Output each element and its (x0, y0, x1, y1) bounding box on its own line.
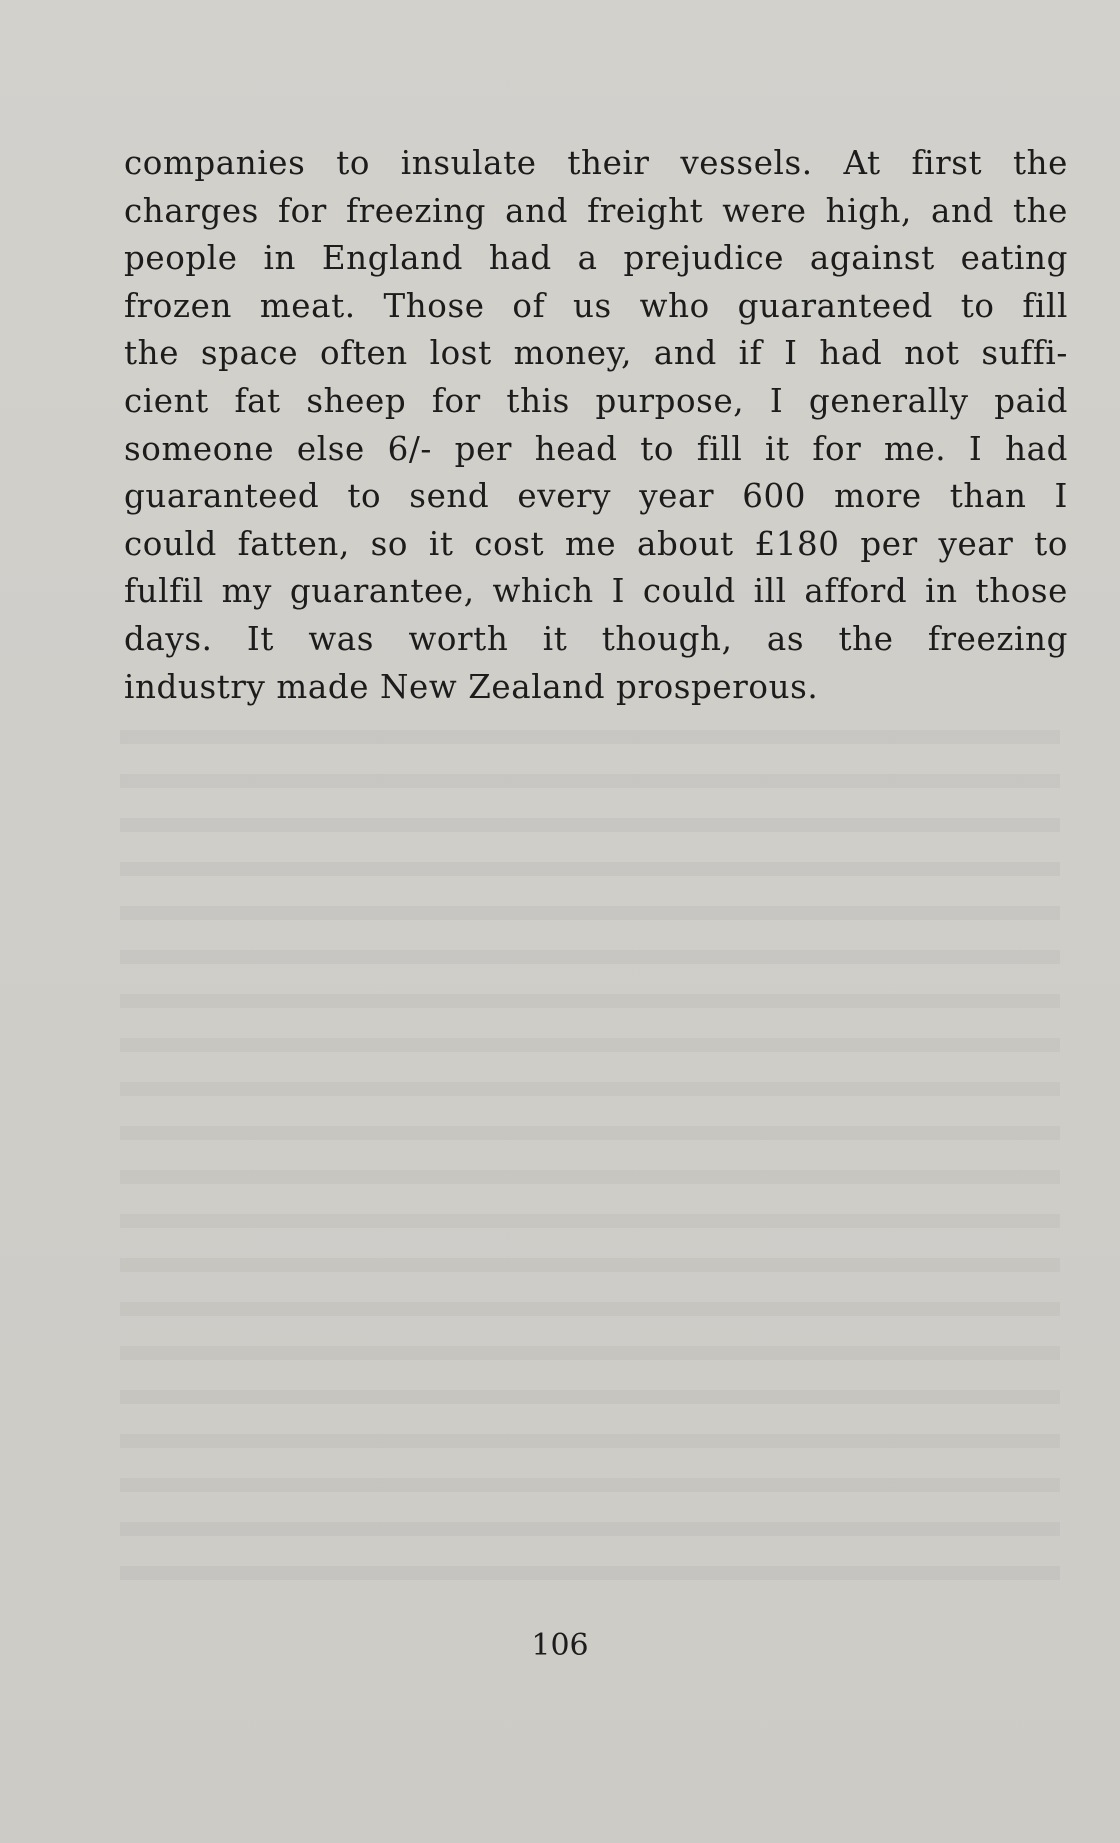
text-line: someone else 6/- per head to fill it for me. I had (124, 429, 1068, 468)
text-line: people in England had a prejudice against eating (124, 239, 1068, 278)
page-number: 106 (531, 1628, 589, 1663)
text-line: frozen meat. Those of us who guaranteed to fill (124, 286, 1068, 325)
text-line: fulfil my guarantee, which I could ill afford in those (124, 572, 1068, 611)
text-line: charges for freezing and freight were high, and the (124, 191, 1068, 230)
text-line: the space often lost money, and if I had not suffi- (124, 334, 1068, 373)
show-through-text (120, 700, 1060, 1600)
text-line: guaranteed to send every year 600 more than I (124, 477, 1068, 516)
text-line: companies to insulate their vessels. At first the (124, 144, 1068, 182)
text-line: could fatten, so it cost me about £180 per year to (124, 524, 1068, 563)
text-line: cient fat sheep for this purpose, I generally paid (124, 381, 1068, 420)
body-paragraph (124, 140, 1068, 711)
text-line: days. It was worth it though, as the freezing (124, 619, 1068, 658)
text-line: industry made New Zealand prosperous. (124, 667, 819, 706)
